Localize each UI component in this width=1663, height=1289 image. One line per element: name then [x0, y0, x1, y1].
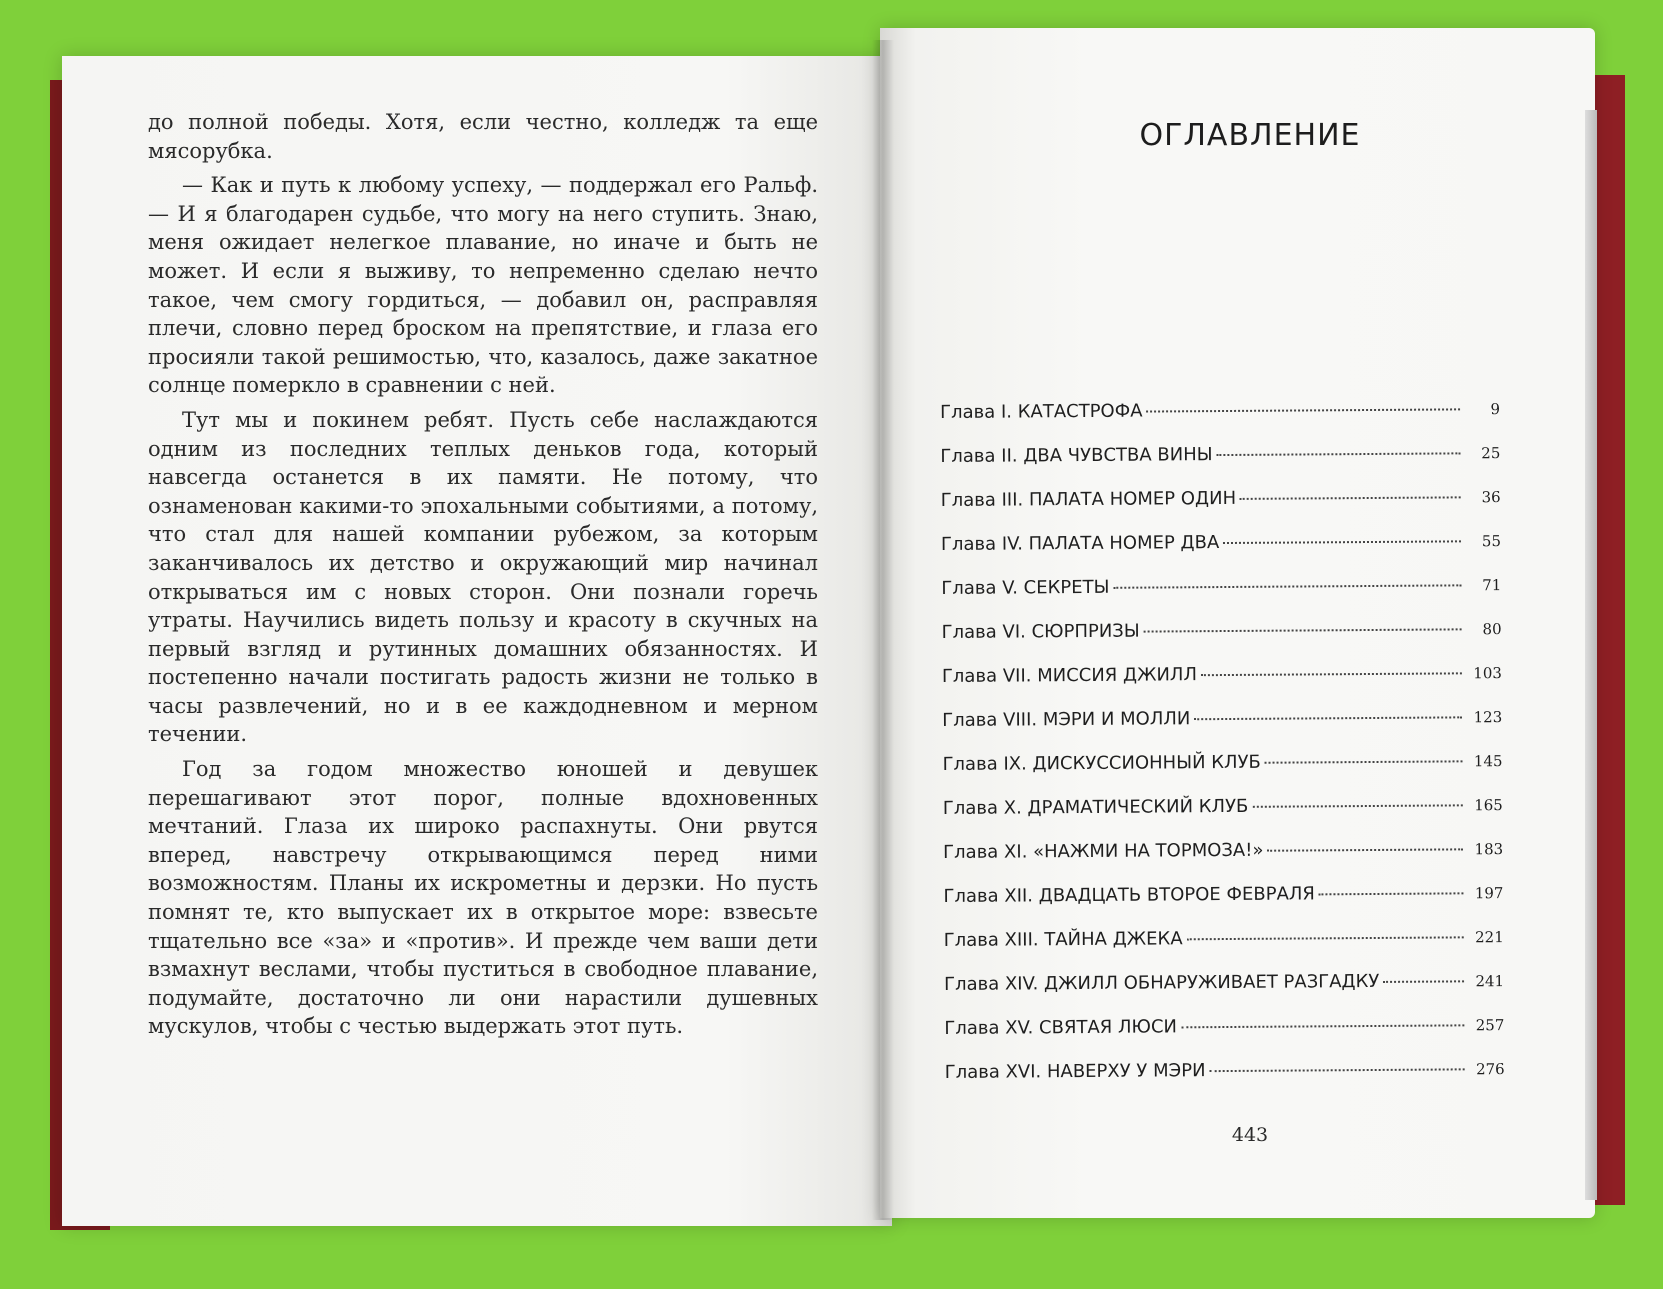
- toc-entry-label: Глава IV. ПАЛАТА НОМЕР ДВА: [940, 532, 1220, 555]
- toc-leader: [1181, 1024, 1464, 1028]
- toc-entry-label: Глава VII. МИССИЯ ДЖИЛЛ: [941, 664, 1198, 687]
- toc-title: ОГЛАВЛЕНИЕ: [1139, 118, 1361, 153]
- toc-entry: [940, 398, 1500, 446]
- toc-entry-label: Глава IX. ДИСКУССИОННЫЙ КЛУБ: [942, 751, 1261, 775]
- toc-entry: [944, 926, 1504, 974]
- paragraph: — Как и путь к любому успеху, — поддержал его Ральф. — И я благодарен судьбе, что могу на него ступить. Знаю, меня ожидает нелегкое плавание, но иначе и быть не может. И если я выживу, то непременно сделаю нечто такое, чем смогу гордиться, — добавил он, расправляя плечи, словно перед броском на препятствие, и глаза его просияли такой решимостью, что, казалось, даже закатное солнце померкло в сравнении с ней.: [148, 173, 818, 398]
- toc-leader: [1319, 892, 1464, 895]
- toc-entry: [943, 794, 1503, 842]
- toc-entry-label: Глава V. СЕКРЕТЫ: [941, 576, 1110, 599]
- toc-leader: [1113, 584, 1461, 588]
- toc-entry-label: Глава XIII. ТАЙНА ДЖЕКА: [943, 928, 1183, 951]
- toc-entry-page: 221: [1475, 928, 1504, 947]
- toc-entry-page: 80: [1482, 620, 1502, 639]
- toc-entry-page: 257: [1475, 1016, 1505, 1035]
- toc-entry: [942, 750, 1502, 798]
- toc-entry: [941, 574, 1501, 622]
- toc-leader: [1223, 540, 1461, 544]
- toc-entry: [943, 838, 1503, 886]
- toc-entry: [942, 618, 1502, 666]
- toc-entry-page: 55: [1481, 532, 1502, 551]
- toc-leader: [1194, 716, 1462, 720]
- book-gutter: [872, 40, 894, 1220]
- toc-entry-label: Глава I. КАТАСТРОФА: [940, 400, 1143, 423]
- toc-leader: [1187, 936, 1464, 940]
- toc-entry-page: 197: [1474, 884, 1504, 903]
- toc-leader: [1240, 496, 1461, 500]
- toc-entry-label: Глава III. ПАЛАТА НОМЕР ОДИН: [940, 487, 1237, 511]
- toc-entry-label: Глава XV. СВЯТАЯ ЛЮСИ: [944, 1016, 1178, 1039]
- toc-entry-label: Глава XIV. ДЖИЛЛ ОБНАРУЖИВАЕТ РАЗГАДКУ: [943, 970, 1380, 995]
- table-of-contents: [940, 398, 1505, 1106]
- toc-entry-page: 145: [1473, 752, 1503, 771]
- toc-entry: [943, 882, 1503, 930]
- toc-entry-page: 71: [1482, 576, 1502, 595]
- toc-entry: [942, 706, 1502, 754]
- toc-entry: [940, 442, 1500, 490]
- paragraph: Год за годом множество юношей и девушек перешагивают этот порог, полные вдохновенных мечтаний. Глаза их широко распахнуты. Они рвутся вперед, навстречу открывающимся перед ними возможностям. Планы их искрометны и дерзки. Но пусть помнят те, кто выпускает их в открытое море: взвесьте тщательно все «за» и «против». И прежде чем ваши дети взмахнут веслами, чтобы пуститься в свободное плавание, подумайте, достаточно ли они нарастили душевных мускулов, чтобы с честью выдержать этот путь.: [148, 757, 818, 1039]
- toc-entry-page: 241: [1475, 972, 1505, 991]
- toc-entry-page: 36: [1481, 488, 1501, 507]
- toc-entry-label: Глава VI. СЮРПРИЗЫ: [941, 620, 1140, 643]
- toc-leader: [1265, 760, 1463, 763]
- toc-entry-label: Глава XI. «НАЖМИ НА ТОРМОЗА!»: [943, 839, 1264, 863]
- toc-entry-page: 183: [1474, 840, 1504, 859]
- page-number: 443: [1231, 1124, 1269, 1146]
- page-edges: [1585, 110, 1597, 1200]
- toc-entry-label: Глава XVI. НАВЕРХУ У МЭРИ: [944, 1060, 1206, 1083]
- toc-entry-label: Глава VIII. МЭРИ И МОЛЛИ: [942, 708, 1191, 731]
- toc-entry-label: Глава X. ДРАМАТИЧЕСКИЙ КЛУБ: [942, 795, 1249, 819]
- toc-leader: [1383, 980, 1464, 983]
- toc-leader: [1201, 672, 1462, 676]
- toc-entry-page: 103: [1473, 664, 1502, 683]
- toc-entry-page: 276: [1475, 1060, 1505, 1079]
- toc-leader: [1146, 408, 1460, 412]
- toc-leader: [1144, 628, 1462, 632]
- toc-entry: [944, 1014, 1504, 1062]
- toc-leader: [1267, 848, 1463, 851]
- toc-leader: [1209, 1068, 1464, 1072]
- paragraph: до полной победы. Хотя, если честно, колледж та еще мясорубка.: [148, 110, 818, 163]
- left-page-text: [148, 108, 818, 1047]
- toc-entry: [944, 970, 1504, 1018]
- toc-entry-label: Глава XII. ДВАДЦАТЬ ВТОРОЕ ФЕВРАЛЯ: [943, 883, 1315, 907]
- paragraph: Тут мы и покинем ребят. Пусть себе наслаждаются одним из последних теплых деньков года, который навсегда останется в их памяти. Не потому, что ознаменован какими-то эпохальными событиями, а потому, что стал для нашей компании рубежом, за которым заканчивалось их детство и окружающий мир начинал открываться им с новых сторон. Они познали горечь утраты. Научились видеть пользу и красоту в скучных на первый взгляд и рутинных домашних обязанностях. И постепенно начали постигать радость жизни не только в часы развлечений, но и в ее каждодневном и мерном течении.: [148, 407, 818, 747]
- toc-entry-page: 123: [1473, 708, 1503, 727]
- toc-entry: [941, 530, 1501, 578]
- toc-entry: [945, 1058, 1505, 1106]
- toc-entry-page: 9: [1490, 400, 1501, 419]
- toc-entry-label: Глава II. ДВА ЧУВСТВА ВИНЫ: [940, 444, 1213, 467]
- toc-entry: [941, 486, 1501, 534]
- toc-leader: [1217, 452, 1461, 456]
- toc-entry: [942, 662, 1502, 710]
- toc-entry-page: 25: [1481, 444, 1501, 463]
- toc-entry-page: 165: [1474, 796, 1503, 815]
- toc-leader: [1252, 804, 1462, 807]
